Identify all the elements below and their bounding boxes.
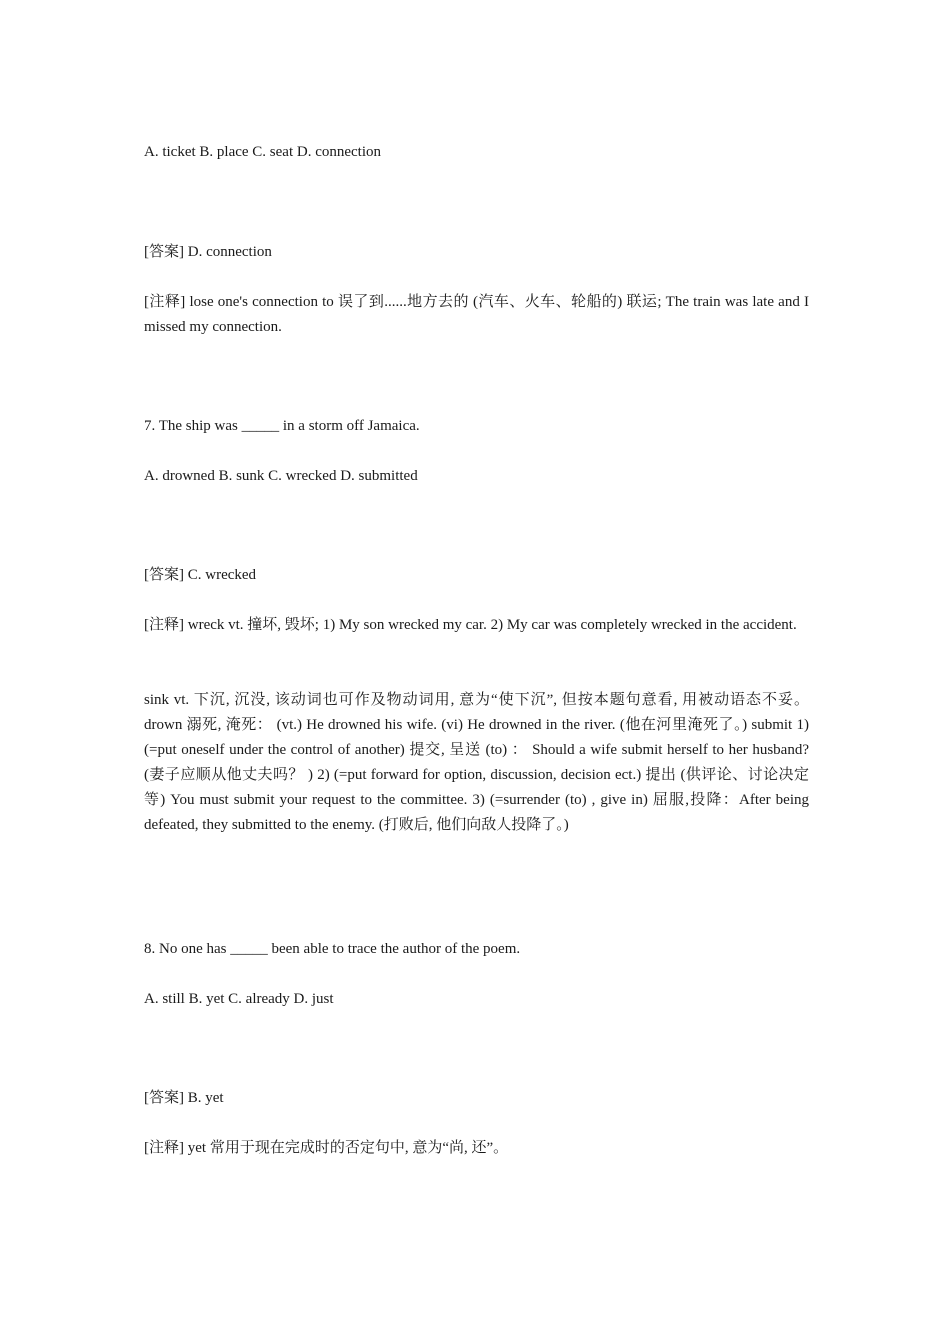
q7-note-extended: sink vt. 下沉, 沉没, 该动词也可作及物动词用, 意为“使下沉”, 但按本题句意看, 用被动语态不妥。 drown 溺死, 淹死： (vt.) He drowned his wife. (vi) He drowned in the river. (他在河里淹死了。) submit 1) (=put oneself under the control of another) 提交, 呈送 (to) ： Should a wife submit herself to her husband? (妻子应顺从他丈夫吗？ ) 2) (=put forward for option, discussion, decision ect.) 提出 (供评论、讨论决定等) You must submit your request to the committee. 3) (=surrender (to) , give in) 屈服,投降：After being defeated, they submitted to the enemy. (打败后, 他们向敌人投降了。) bbox=[144, 692, 809, 833]
q7-question: 7. The ship was _____ in a storm off Jamaica. bbox=[144, 418, 420, 434]
q6-note: [注释] lose one's connection to 误了到......地方去的 (汽车、火车、轮船的) 联运; The train was late and I missed my connection. bbox=[144, 294, 809, 335]
q7-note: [注释] wreck vt. 撞坏, 毁坏; 1) My son wrecked my car. 2) My car was completely wrecked in the accident. bbox=[144, 617, 797, 633]
q7-answer: [答案] C. wrecked bbox=[144, 567, 257, 583]
q6-options: A. ticket B. place C. seat D. connection bbox=[144, 144, 382, 160]
q8-question: 8. No one has _____ been able to trace the author of the poem. bbox=[144, 941, 521, 957]
q6-answer: [答案] D. connection bbox=[144, 244, 272, 260]
q7-options: A. drowned B. sunk C. wrecked D. submitted bbox=[144, 468, 418, 484]
q8-options: A. still B. yet C. already D. just bbox=[144, 991, 334, 1007]
q8-note: [注释] yet 常用于现在完成时的否定句中, 意为“尚, 还”。 bbox=[144, 1140, 509, 1156]
q8-answer: [答案] B. yet bbox=[144, 1090, 224, 1106]
